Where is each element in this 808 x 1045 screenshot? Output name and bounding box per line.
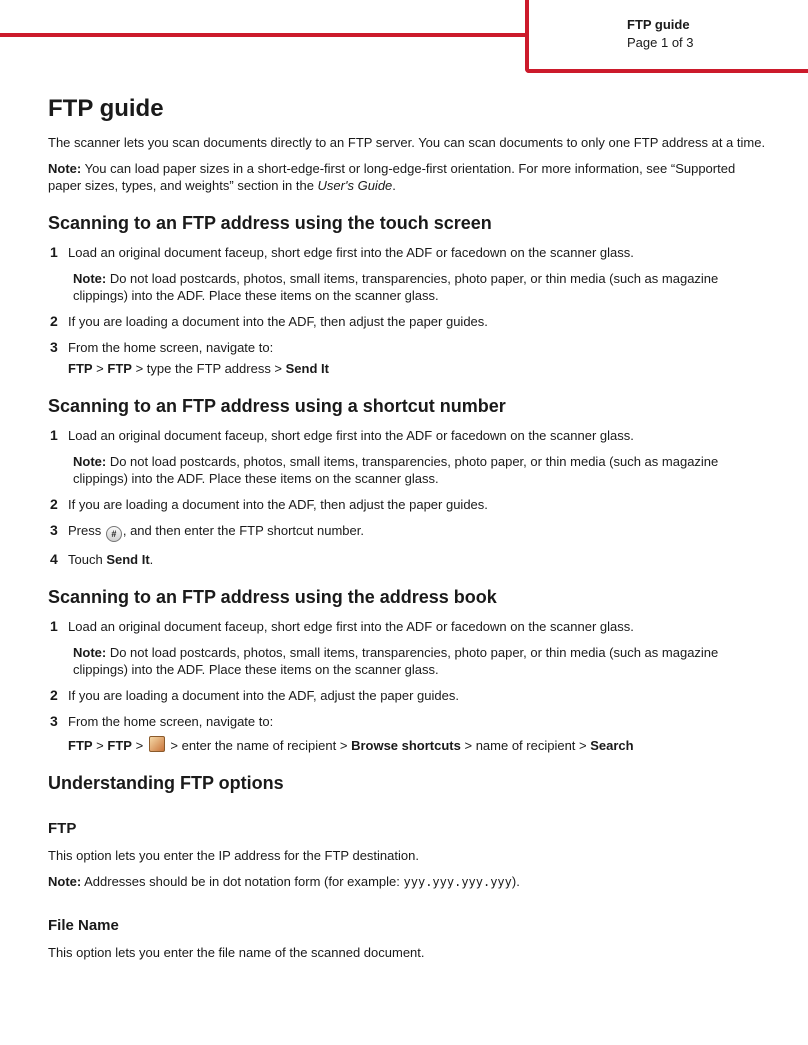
- note-text: Do not load postcards, photos, small items, transparencies, photo paper, or thin media (such as magazine clippings) into the ADF. Place these items on the scanner glass.: [73, 271, 719, 303]
- step-note: [48, 644, 770, 678]
- path-text: > type the FTP address >: [131, 361, 286, 376]
- path-text: > name of recipient >: [460, 738, 591, 753]
- header-frame-left: [525, 0, 529, 73]
- step-number: 3: [50, 522, 58, 538]
- path-ftp: FTP: [68, 738, 93, 753]
- header-rule: [0, 33, 528, 37]
- step-3: [48, 339, 770, 356]
- step-3: [48, 522, 770, 542]
- step-number: 4: [50, 551, 58, 567]
- path-search: Search: [590, 738, 634, 753]
- note-text: Do not load postcards, photos, small items, transparencies, photo paper, or thin media (such as magazine clippings) into the ADF. Place these items on the scanner glass.: [73, 645, 719, 677]
- document-body: [48, 95, 770, 970]
- step-2: [48, 313, 770, 330]
- step-4: [48, 551, 770, 568]
- step-text: Load an original document faceup, short edge first into the ADF or facedown on the scanner glass.: [68, 245, 634, 260]
- note-text-end: .: [392, 178, 396, 193]
- step-number: 2: [50, 313, 58, 329]
- send-it-label: Send It: [106, 552, 150, 567]
- subheading-ftp: FTP: [48, 820, 77, 837]
- step-number: 1: [50, 427, 58, 443]
- section-heading-shortcut-number: Scanning to an FTP address using a shortcut number: [48, 396, 506, 416]
- file-name-description: This option lets you enter the file name of the scanned document.: [48, 945, 425, 960]
- path-text: > enter the name of recipient >: [166, 738, 352, 753]
- intro-note: [48, 160, 770, 194]
- step-2: [48, 687, 770, 704]
- step-note: [48, 270, 770, 304]
- ftp-note: [48, 873, 770, 891]
- path-ftp: FTP: [107, 738, 132, 753]
- step-number: 2: [50, 687, 58, 703]
- step-number: 2: [50, 496, 58, 512]
- step-text: If you are loading a document into the ADF, adjust the paper guides.: [68, 688, 459, 703]
- step-number: 1: [50, 618, 58, 634]
- step-number: 1: [50, 244, 58, 260]
- dot-notation-example: yyy.yyy.yyy.yyy: [403, 875, 512, 889]
- step-text: Press: [68, 523, 105, 538]
- step-1: [48, 618, 770, 635]
- note-text: Do not load postcards, photos, small items, transparencies, photo paper, or thin media (such as magazine clippings) into the ADF. Place these items on the scanner glass.: [73, 454, 719, 486]
- note-label: Note:: [48, 874, 82, 889]
- step-text: If you are loading a document into the ADF, then adjust the paper guides.: [68, 314, 488, 329]
- note-text: Addresses should be in dot notation form (for example:: [81, 874, 404, 889]
- note-label: Note:: [73, 454, 107, 469]
- step-2: [48, 496, 770, 513]
- path-ftp: FTP: [107, 361, 132, 376]
- note-text: You can load paper sizes in a short-edge-first or long-edge-first orientation. For more information, see “Supported paper sizes, types, and weights” section in the: [48, 161, 736, 193]
- path-browse-shortcuts: Browse shortcuts: [351, 738, 461, 753]
- header-title: FTP guide: [627, 17, 690, 32]
- page-title: FTP guide: [48, 95, 164, 122]
- note-label: Note:: [73, 271, 107, 286]
- path-separator: >: [92, 361, 108, 376]
- header-frame-bottom: [525, 69, 808, 73]
- section-heading-ftp-options: Understanding FTP options: [48, 773, 284, 793]
- step-text: If you are loading a document into the ADF, then adjust the paper guides.: [68, 497, 488, 512]
- step-text-end: .: [149, 552, 154, 567]
- step-3: [48, 713, 770, 730]
- header-page-number: Page 1 of 3: [627, 35, 694, 50]
- note-label: Note:: [73, 645, 107, 660]
- path-send-it: Send It: [285, 361, 329, 376]
- step-1: [48, 427, 770, 444]
- step-number: 3: [50, 339, 58, 355]
- path-separator: >: [131, 738, 147, 753]
- intro-paragraph: The scanner lets you scan documents directly to an FTP server. You can scan documents to only one FTP address at a time.: [48, 135, 766, 150]
- path-ftp: FTP: [68, 361, 93, 376]
- section-heading-touch-screen: Scanning to an FTP address using the touch screen: [48, 213, 492, 233]
- navigation-path: [48, 360, 770, 377]
- step-text: From the home screen, navigate to:: [68, 340, 274, 355]
- step-text: Load an original document faceup, short edge first into the ADF or facedown on the scanner glass.: [68, 619, 634, 634]
- step-1: [48, 244, 770, 261]
- step-text: From the home screen, navigate to:: [68, 714, 274, 729]
- path-separator: >: [92, 738, 108, 753]
- navigation-path: [48, 736, 770, 754]
- step-text-end: , and then enter the FTP shortcut number.: [122, 523, 364, 538]
- subheading-file-name: File Name: [48, 917, 119, 934]
- hash-key-icon: #: [106, 526, 122, 542]
- section-heading-address-book: Scanning to an FTP address using the address book: [48, 587, 497, 607]
- step-text: Touch: [68, 552, 107, 567]
- address-book-icon: [149, 736, 165, 752]
- note-label: Note:: [48, 161, 82, 176]
- step-text: Load an original document faceup, short edge first into the ADF or facedown on the scanner glass.: [68, 428, 634, 443]
- step-number: 3: [50, 713, 58, 729]
- ftp-description: This option lets you enter the IP address for the FTP destination.: [48, 848, 419, 863]
- users-guide-ref: User's Guide: [317, 178, 393, 193]
- step-note: [48, 453, 770, 487]
- note-text-end: ).: [511, 874, 520, 889]
